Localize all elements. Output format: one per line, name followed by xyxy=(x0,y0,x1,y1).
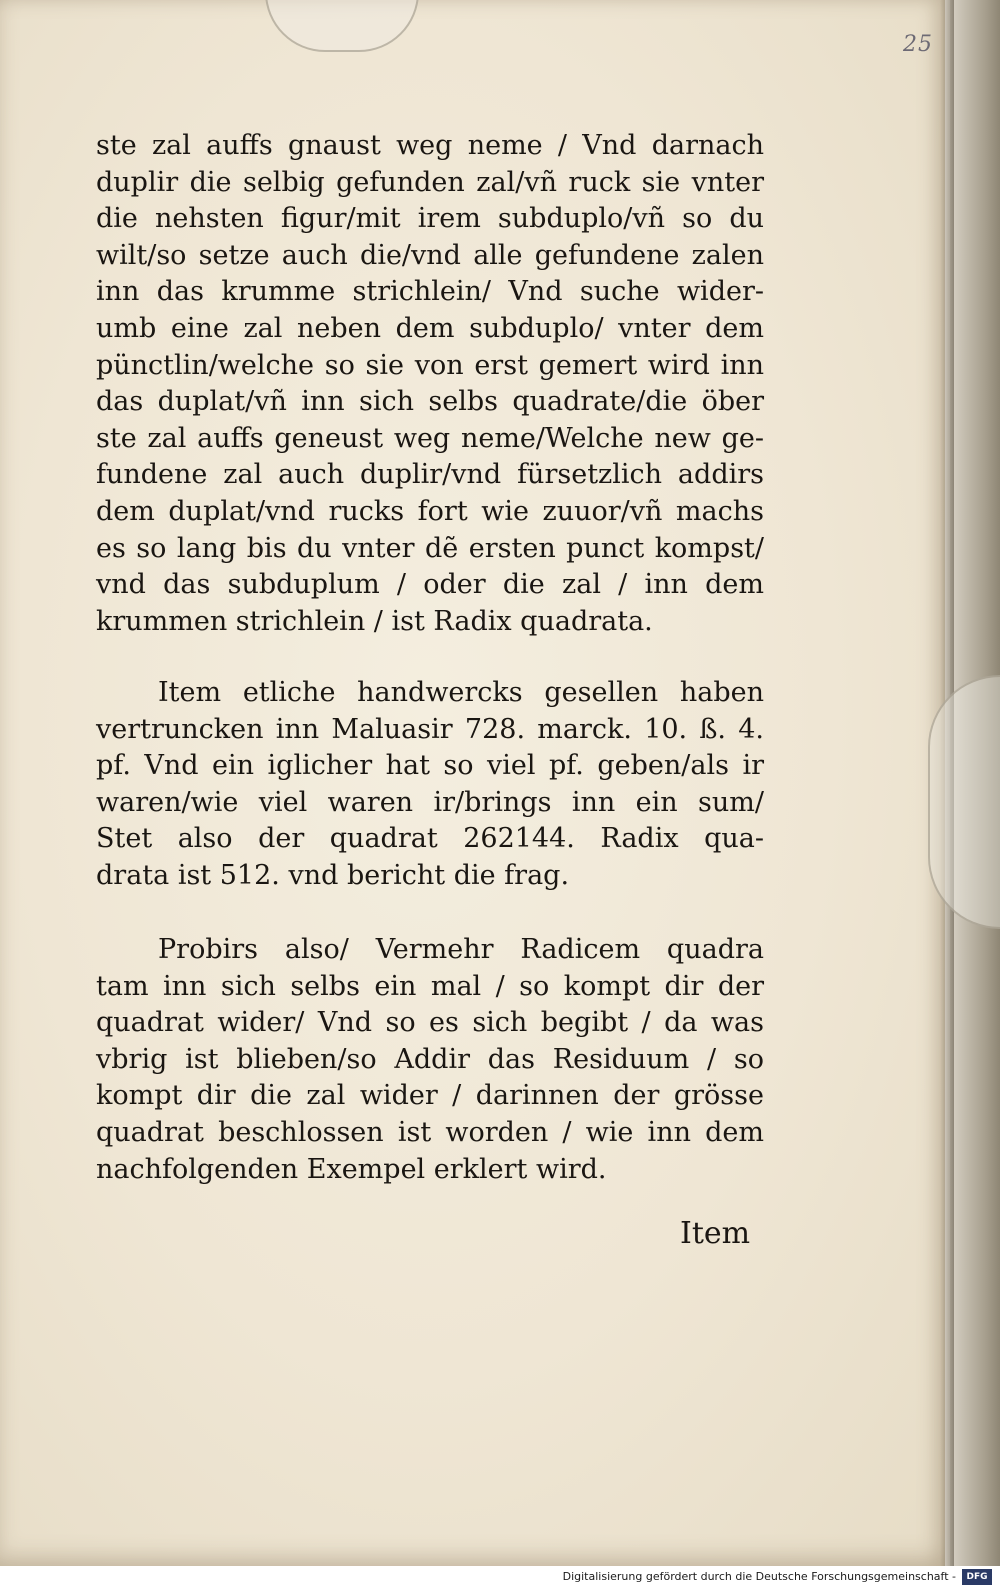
text-line: tam inn sich selbs ein mal / so kompt dir der xyxy=(96,970,764,1002)
text-line: wilt/so setze auch die/vnd alle gefundene zalen xyxy=(96,239,764,271)
text-line: Stet also der quadrat 262144. Radix qua- xyxy=(96,823,764,855)
text-line: quadrat wider/ Vnd so es sich begibt / da was xyxy=(96,1007,764,1039)
text-line: waren/wie viel waren ir/brings inn ein sum/ xyxy=(96,786,764,818)
text-line: vnd das subduplum / oder die zal / inn dem xyxy=(96,569,764,601)
text-line: ste zal auffs geneust weg neme/Welche new ge- xyxy=(96,422,764,454)
text-line: drata ist 512. vnd bericht die frag. xyxy=(96,859,570,891)
text-line: ste zal auffs gnaust weg neme / Vnd darnach xyxy=(96,130,764,161)
text-line: pf. Vnd ein iglicher hat so viel pf. geben/als ir xyxy=(96,750,764,782)
dfg-logo: DFG xyxy=(962,1569,992,1585)
text-line: die nehsten figur/mit irem subduplo/vñ so du xyxy=(96,203,764,235)
top-page-clip xyxy=(265,0,419,52)
text-line: dem duplat/vnd rucks fort wie zuuor/vñ machs xyxy=(96,495,764,527)
paragraph-2 xyxy=(96,675,764,895)
catchword: Item xyxy=(680,1216,751,1251)
folio-number: 25 xyxy=(903,32,933,57)
text-line: Item etliche handwercks gesellen haben xyxy=(158,677,764,708)
text-line: pünctlin/welche so sie von erst gemert wird inn xyxy=(96,349,764,381)
footer-bar xyxy=(0,1566,1000,1589)
text-line: quadrat beschlossen ist worden / wie inn dem xyxy=(96,1116,764,1148)
funding-credit: Digitalisierung gefördert durch die Deutsche Forschungsgemeinschaft - xyxy=(562,1570,956,1583)
text-line: kompt dir die zal wider / darinnen der grösse xyxy=(96,1080,764,1112)
text-line: umb eine zal neben dem subduplo/ vnter dem xyxy=(96,312,764,344)
text-line: das duplat/vñ inn sich selbs quadrate/die öber xyxy=(96,386,764,418)
text-line: vbrig ist blieben/so Addir das Residuum / so xyxy=(96,1043,764,1075)
text-line: duplir die selbig gefunden zal/vñ ruck sie vnter xyxy=(96,166,764,198)
text-line: krummen strichlein / ist Radix quadrata. xyxy=(96,605,653,637)
text-line: fundene zal auch duplir/vnd fürsetzlich addirs xyxy=(96,459,764,491)
side-page-clip xyxy=(928,675,1000,929)
text-line: nachfolgenden Exempel erklert wird. xyxy=(96,1153,607,1185)
paragraph-1 xyxy=(96,128,764,640)
paragraph-3 xyxy=(96,932,764,1188)
text-line: es so lang bis du vnter dẽ ersten punct kompst/ xyxy=(96,532,764,564)
text-line: Probirs also/ Vermehr Radicem quadra xyxy=(158,934,764,965)
text-line: vertruncken inn Maluasir 728. marck. 10. ß. 4. xyxy=(96,713,764,745)
text-line: inn das krumme strichlein/ Vnd suche wider- xyxy=(96,276,764,308)
